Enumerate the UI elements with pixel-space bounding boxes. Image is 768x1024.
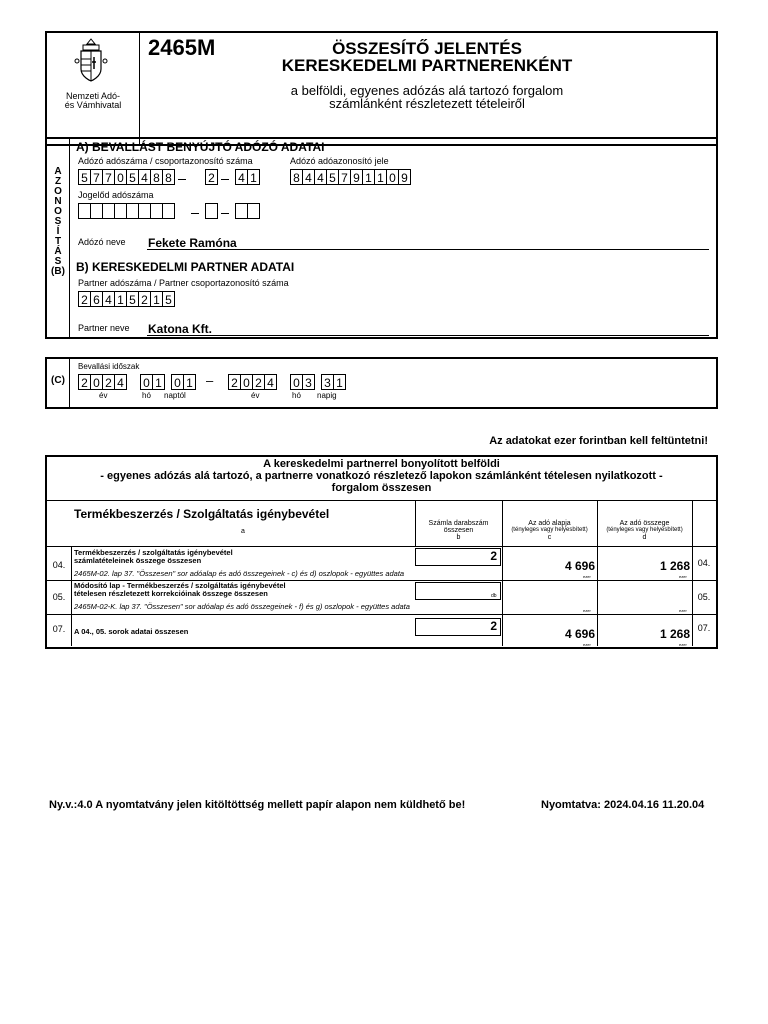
- notice-text: Az adatokat ezer forintban kell feltüntetni!: [489, 435, 708, 447]
- section-c-tag: (C): [51, 375, 65, 386]
- section-b-title: B) KERESKEDELMI PARTNER ADATAI: [76, 260, 295, 274]
- row-05-tax-unit: ezer: [679, 608, 687, 613]
- footer-left: Ny.v.:4.0 A nyomtatvány jelen kitöltöttség mellett papír alapon nem küldhető be!: [49, 799, 466, 811]
- col-c-header-1: Az adó alapja: [528, 520, 571, 527]
- logo-text-2: és Vámhivatal: [64, 100, 122, 110]
- row-07-code-right: 07.: [697, 623, 711, 633]
- from-year-label: év: [99, 391, 108, 400]
- tax-number-main[interactable]: 5 7 7 0 5 4 8 8: [78, 169, 175, 185]
- to-month-label: hó: [292, 391, 301, 400]
- summary-table: [45, 455, 718, 649]
- row-05-title-2: tételesen részletezett korrekcióinak összege összesen: [74, 589, 268, 598]
- form-code: 2465M: [148, 35, 216, 60]
- col-d-header-2: (tényleges vagy helyesbített): [606, 527, 683, 533]
- row-04-tax[interactable]: 1 268: [659, 559, 690, 573]
- table-subheading: Termékbeszerzés / Szolgáltatás igénybevétel: [74, 507, 330, 521]
- to-year-label: év: [251, 391, 260, 400]
- col-d-letter: d: [642, 534, 647, 541]
- period-box: [45, 357, 718, 409]
- header-box: [45, 31, 718, 146]
- col-a-letter: a: [241, 528, 245, 535]
- to-day-label: napig: [317, 391, 337, 400]
- to-month[interactable]: 0 3: [290, 374, 315, 390]
- partner-tax-label: Partner adószáma / Partner csoportazonosító száma: [78, 278, 289, 288]
- period-separator: –: [206, 373, 214, 388]
- table-heading-3: forgalom összesen: [331, 482, 432, 494]
- successor-tax-vat[interactable]: [205, 203, 218, 219]
- row-07-base-unit: ezer: [583, 642, 591, 647]
- table-heading-2: - egyenes adózás alá tartozó, a partnerre vonatkozó részletező lapokon számlánként tételesen nyilatkozott -: [100, 470, 663, 482]
- period-label: Bevallási időszak: [78, 362, 140, 371]
- tax-id-label: Adózó adóazonosító jele: [290, 156, 389, 166]
- from-month[interactable]: 0 1: [140, 374, 165, 390]
- name-value[interactable]: Fekete Ramóna: [148, 236, 237, 250]
- table-heading-1: A kereskedelmi partnerrel bonyolított belföldi: [263, 458, 500, 470]
- row-05-code-right: 05.: [697, 592, 711, 602]
- row-04-title-1: Termékbeszerzés / szolgáltatás igénybevétel: [74, 548, 233, 557]
- subtitle-line-2: számlánként részletezett tételeiről: [329, 96, 525, 111]
- row-07-count[interactable]: 2: [415, 618, 501, 636]
- col-b-letter: b: [456, 534, 461, 541]
- row-04-code-right: 04.: [697, 558, 711, 568]
- to-day[interactable]: 3 1: [321, 374, 346, 390]
- row-05-count[interactable]: [415, 582, 501, 600]
- tax-id-field[interactable]: 8 4 4 5 7 9 1 1 0 9: [290, 169, 411, 185]
- side-letters: A Z O N O S Í T Á S (B): [51, 166, 65, 277]
- successor-tax-main[interactable]: [78, 203, 175, 219]
- nav-logo-icon: [71, 37, 111, 89]
- footer-right: Nyomtatva: 2024.04.16 11.20.04: [541, 799, 705, 811]
- row-07-base[interactable]: 4 696: [564, 627, 595, 641]
- row-04-title-2: számlatételeinek összege összesen: [74, 556, 202, 565]
- title-line-1: ÖSSZESÍTŐ JELENTÉS: [332, 39, 522, 58]
- from-day-label: naptól: [164, 391, 186, 400]
- col-c-letter: c: [547, 534, 552, 541]
- row-07-tax[interactable]: 1 268: [659, 627, 690, 641]
- logo-text-1: Nemzeti Adó-: [65, 91, 121, 101]
- from-month-label: hó: [142, 391, 151, 400]
- tax-number-vat[interactable]: 2: [205, 169, 218, 185]
- identification-box: [45, 137, 718, 339]
- row-04-code: 04.: [52, 560, 66, 570]
- from-day[interactable]: 0 1: [171, 374, 196, 390]
- tax-number-county[interactable]: 4 1: [235, 169, 260, 185]
- name-label: Adózó neve: [78, 237, 126, 247]
- subtitle-line-1: a belföldi, egyenes adózás alá tartozó forgalom: [290, 83, 564, 98]
- from-year[interactable]: 2 0 2 4: [78, 374, 127, 390]
- partner-tax-number[interactable]: 2 6 4 1 5 2 1 5: [78, 291, 175, 307]
- col-c-header-2: (tényleges vagy helyesbített): [511, 527, 588, 533]
- title-line-2: KERESKEDELMI PARTNERENKÉNT: [281, 56, 573, 75]
- row-07-title: A 04., 05. sorok adatai összesen: [74, 627, 189, 636]
- successor-tax-county[interactable]: [235, 203, 260, 219]
- row-04-base[interactable]: 4 696: [564, 559, 595, 573]
- col-b-header-2: összesen: [443, 527, 474, 534]
- row-05-count-unit: db: [491, 593, 497, 599]
- row-05-base-unit: ezer: [583, 608, 591, 613]
- row-05-title-1: Módosító lap - Termékbeszerzés / szolgáltatás igénybevétel: [74, 581, 286, 590]
- row-04-note: 2465M-02. lap 37. "Összesen" sor adóalap és adó összegeinek - c) és d) oszlopok - együttes adata: [74, 569, 405, 578]
- partner-name-value[interactable]: Katona Kft.: [148, 322, 212, 336]
- section-a-title: A) BEVALLÁST BENYÚJTÓ ADÓZÓ ADATAI: [76, 140, 325, 154]
- row-04-count[interactable]: 2: [415, 548, 501, 566]
- row-04-base-unit: ezer: [583, 574, 591, 579]
- row-07-code: 07.: [52, 624, 66, 634]
- partner-name-label: Partner neve: [78, 323, 130, 333]
- tax-number-label: Adózó adószáma / csoportazonosító száma: [78, 156, 253, 166]
- successor-label: Jogelőd adószáma: [78, 190, 154, 200]
- row-05-code: 05.: [52, 592, 66, 602]
- to-year[interactable]: 2 0 2 4: [228, 374, 277, 390]
- row-05-note: 2465M-02-K. lap 37. "Összesen" sor adóalap és adó összegeinek - f) és g) oszlopok - együttes adata: [74, 602, 410, 611]
- col-d-header-1: Az adó összege: [619, 520, 670, 527]
- col-b-header-1: Számla darabszám: [428, 520, 489, 527]
- row-07-tax-unit: ezer: [679, 642, 687, 647]
- row-04-tax-unit: ezer: [679, 574, 687, 579]
